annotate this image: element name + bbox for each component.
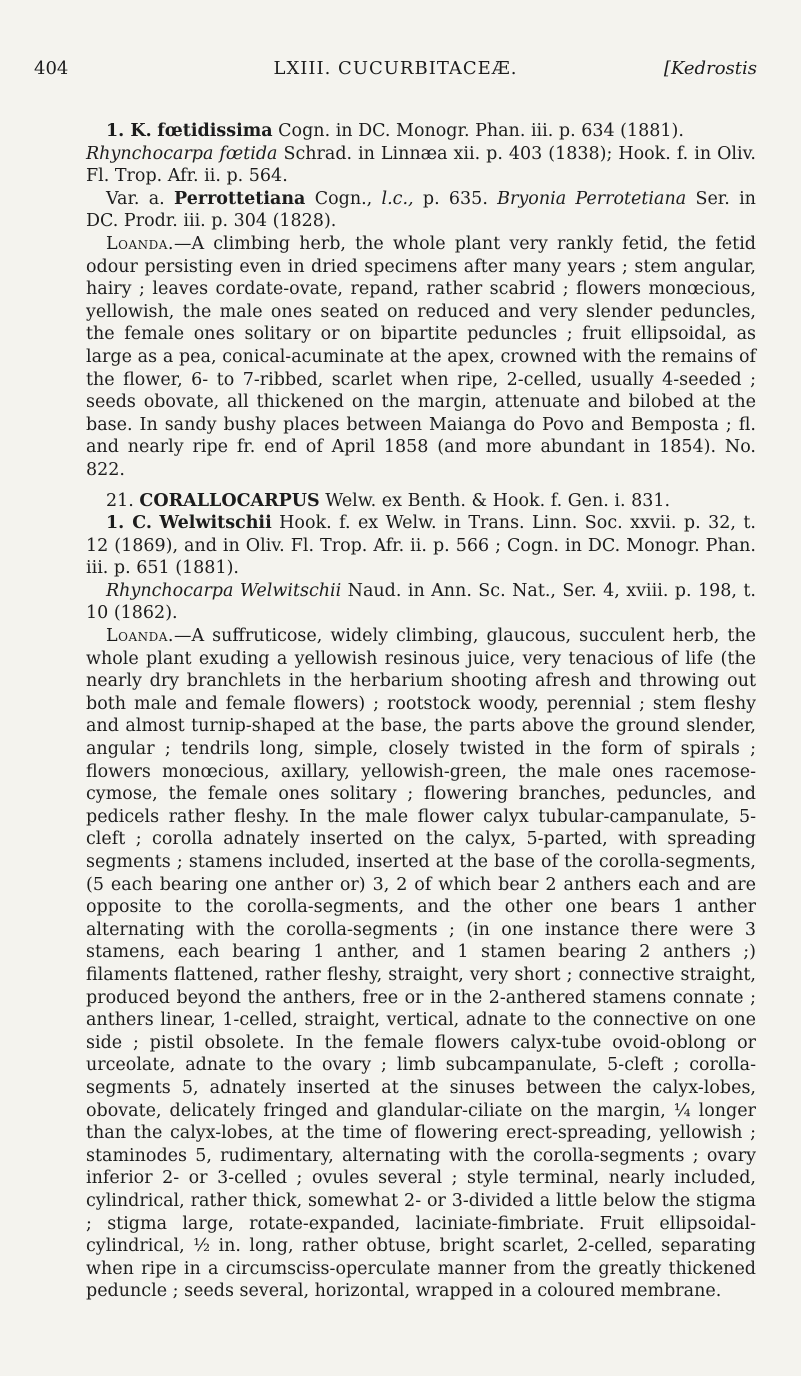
entry-1-description xyxy=(86,233,756,482)
entry-2-synonym xyxy=(86,580,756,625)
genus-heading xyxy=(86,490,756,513)
running-header xyxy=(34,58,757,88)
variety-synonym: Bryonia Perrotetiana xyxy=(497,188,687,209)
entry-2-name: Welwitschii xyxy=(159,513,272,534)
entry-1-locality: Loanda. xyxy=(106,233,174,254)
page-number: 404 xyxy=(34,58,69,79)
entry-2-citation: Hook. f. ex Welw. in Trans. Linn. Soc. xxvii. p. 32, t. 12 (1869), and in Oliv. Fl. Trop. Afr. ii. p. 566 ; Cogn. in DC. Monogr. Phan. iii. p. 651 (1881). xyxy=(86,513,756,579)
entry-1-heading xyxy=(86,120,756,143)
entry-1-synonym xyxy=(86,143,756,188)
variety-synonym-citation: Ser. in DC. Prodr. iii. p. 304 (1828). xyxy=(86,188,756,232)
entry-1-citation: Cogn. in DC. Monogr. Phan. iii. p. 634 (1881). xyxy=(278,121,684,141)
entry-2-description xyxy=(86,625,756,1303)
entry-1-synonym-name: Rhynchocarpa fœtida xyxy=(86,143,278,164)
variety-name: Perrottetiana xyxy=(174,188,306,209)
entry-1-number: 1. K. xyxy=(106,121,152,141)
variety-cite-2: p. 635. xyxy=(422,188,488,209)
entry-2-number: 1. C. xyxy=(106,513,152,534)
genus-citation: Welw. ex Benth. & Hook. f. Gen. i. 831. xyxy=(325,490,671,511)
entry-1-synonym-citation: Schrad. in Linnæa xii. p. 403 (1838); Hook. f. in Oliv. Fl. Trop. Afr. ii. p. 564. xyxy=(86,143,756,187)
entry-2-locality: Loanda. xyxy=(106,626,174,647)
entry-2-heading xyxy=(86,512,756,580)
variety-prefix: Var. a. xyxy=(106,188,165,209)
entry-2-synonym-citation: Naud. in Ann. Sc. Nat., Ser. 4, xviii. p. 198, t. 10 (1862). xyxy=(86,580,756,624)
entry-2-description-text: —A suffruticose, widely climbing, glaucous, succulent herb, the whole plant exuding a yellowish resinous juice, very tenacious of life (the nearly dry branchlets in the herbarium shooting afresh and throwing out both male and female flowers) ; rootstock woody, perennial ; stem fleshy and almost turnip-shaped at the base, the parts above the ground slender, angular ; tendrils long, simple, closely twisted in the form of spirals ; flowers monœcious, axillary, yellowish-green, the male ones racemose-cymose, the female ones solitary ; flowering branches, peduncles, and pedicels rather fleshy. In the male flower calyx tubular-campanulate, 5-cleft ; corolla adnately inserted on the calyx, 5-parted, with spreading segments ; stamens included, inserted at the base of the corolla-segments, (5 each bearing one anther or) 3, 2 of which bear 2 anthers each and are opposite to the corolla-segments, and the other one bears 1 anther alternating with the corolla-segments ; (in one instance there were 3 stamens, each bearing 1 anther, and 1 stamen bearing 2 anthers ;) filaments flattened, rather fleshy, straight, very short ; connective straight, produced beyond the anthers, free or in the 2-anthered stamens connate ; anthers linear, 1-celled, straight, vertical, adnate to the connective on one side ; pistil obsolete. In the female flowers calyx-tube ovoid-oblong or urceolate, adnate to the ovary ; limb subcampanulate, 5-cleft ; corolla-segments 5, adnately inserted at the sinuses between the calyx-lobes, obovate, delicately fringed and glandular-ciliate on the margin, ¼ longer than the calyx-lobes, at the time of flowering erect-spreading, yellowish ; staminodes 5, rudimentary, alternating with the corolla-segments ; ovary inferior 2- or 3-celled ; ovules several ; style terminal, nearly included, cylindrical, rather thick, somewhat 2- or 3-divided a little below the stigma ; stigma large, rotate-expanded, laciniate-fimbriate. Fruit ellipsoidal-cylindrical, ½ in. long, rather obtuse, bright scarlet, 2-celled, separating when ripe in a circumsciss-operculate manner from the greatly thickened peduncle ; seeds several, horizontal, wrapped in a coloured membrane. xyxy=(86,626,756,1302)
genus-name: CORALLOCARPUS xyxy=(139,490,320,511)
genus-number: 21. xyxy=(106,490,134,511)
section-label: [Kedrostis xyxy=(663,58,757,79)
running-title: LXIII. CUCURBITACEÆ. xyxy=(273,58,518,79)
entry-1-description-text: —A climbing herb, the whole plant very rankly fetid, the fetid odour persisting even in dried specimens after many years ; stem angular, hairy ; leaves cordate-ovate, repand, rather scabrid ; flowers monœcious, yellowish, the male ones seated on reduced and very slender peduncles, the female ones solitary or on bipartite peduncles ; fruit ellipsoidal, as large as a pea, conical-acuminate at the apex, crowned with the remains of the flower, 6- to 7-ribbed, scarlet when ripe, 2-celled, usually 4-seeded ; seeds obovate, all thickened on the margin, attenuate and bilobed at the base. In sandy bushy places between Maianga do Povo and Bemposta ; fl. and nearly ripe fr. end of April 1858 (and more abundant in 1854). No. 822. xyxy=(86,233,756,480)
entry-1-name: fœtidissima xyxy=(157,121,273,141)
entry-1-variety xyxy=(86,188,756,233)
entry-2-synonym-name: Rhynchocarpa Welwitschii xyxy=(106,580,342,601)
page-body xyxy=(86,120,756,1303)
variety-cite-1: Cogn., xyxy=(314,188,373,209)
variety-loc-cit: l.c., xyxy=(381,188,414,209)
